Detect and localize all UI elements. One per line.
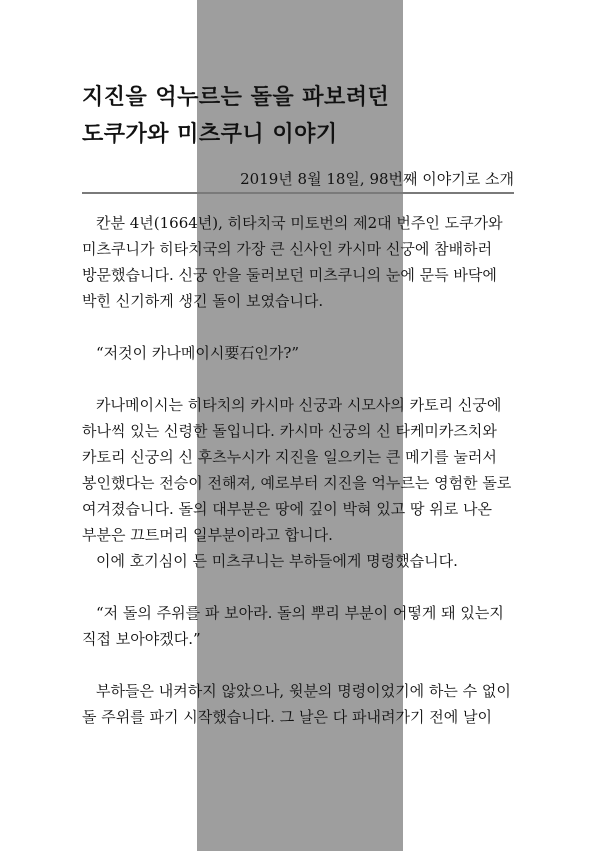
text-line: 돌 주위를 파기 시작했습니다. 그 날은 다 파내려가기 전에 날이 bbox=[82, 708, 492, 726]
text-line: 직접 보아야겠다.” bbox=[82, 630, 201, 648]
text-line: 카토리 신궁의 신 후츠누시가 지진을 일으키는 큰 메기를 눌러서 bbox=[82, 448, 497, 466]
paragraph-2-quote bbox=[82, 340, 514, 366]
paragraph-1 bbox=[82, 210, 514, 314]
text-line: 부분은 끄트머리 일부분이라고 합니다. bbox=[82, 526, 333, 544]
paragraph-4-quote bbox=[82, 600, 514, 652]
paragraph-5 bbox=[82, 678, 514, 730]
document-page bbox=[82, 0, 514, 851]
text-line: 방문했습니다. 신궁 안을 둘러보던 미츠쿠니의 눈에 문득 바닥에 bbox=[82, 266, 497, 284]
text-line: 여겨졌습니다. 돌의 대부분은 땅에 깊이 박혀 있고 땅 위로 나온 bbox=[82, 500, 492, 518]
text-line: 부하들은 내켜하지 않았으나, 윗분의 명령이었기에 하는 수 없이 bbox=[96, 682, 511, 700]
title-divider bbox=[82, 192, 514, 194]
title-line-1: 지진을 억누르는 돌을 파보려던 bbox=[82, 84, 390, 110]
text-line: 봉인했다는 전승이 전해져, 예로부터 지진을 억누르는 영험한 돌로 bbox=[82, 474, 512, 492]
text-line: 박힌 신기하게 생긴 돌이 보였습니다. bbox=[82, 292, 324, 310]
text-line: 칸분 4년(1664년), 히타치국 미토번의 제2대 번주인 도쿠가와 bbox=[96, 214, 503, 232]
text-line: “저것이 카나메이시要石인가?” bbox=[96, 344, 300, 362]
text-line: 이에 호기심이 든 미츠쿠니는 부하들에게 명령했습니다. bbox=[96, 552, 458, 570]
paragraph-3 bbox=[82, 392, 514, 574]
body-text bbox=[82, 210, 514, 756]
text-line: 미츠쿠니가 히타치국의 가장 큰 신사인 카시마 신궁에 참배하러 bbox=[82, 240, 493, 258]
text-line: “저 돌의 주위를 파 보아라. 돌의 뿌리 부분이 어떻게 돼 있는지 bbox=[96, 604, 504, 622]
text-line: 카나메이시는 히타치의 카시마 신궁과 시모사의 카토리 신궁에 bbox=[96, 396, 502, 414]
text-line: 하나씩 있는 신령한 돌입니다. 카시마 신궁의 신 타케미카즈치와 bbox=[82, 422, 497, 440]
title-line-2: 도쿠가와 미츠쿠니 이야기 bbox=[82, 121, 338, 147]
subtitle-date: 2019년 8월 18일, 98번째 이야기로 소개 bbox=[240, 170, 514, 188]
